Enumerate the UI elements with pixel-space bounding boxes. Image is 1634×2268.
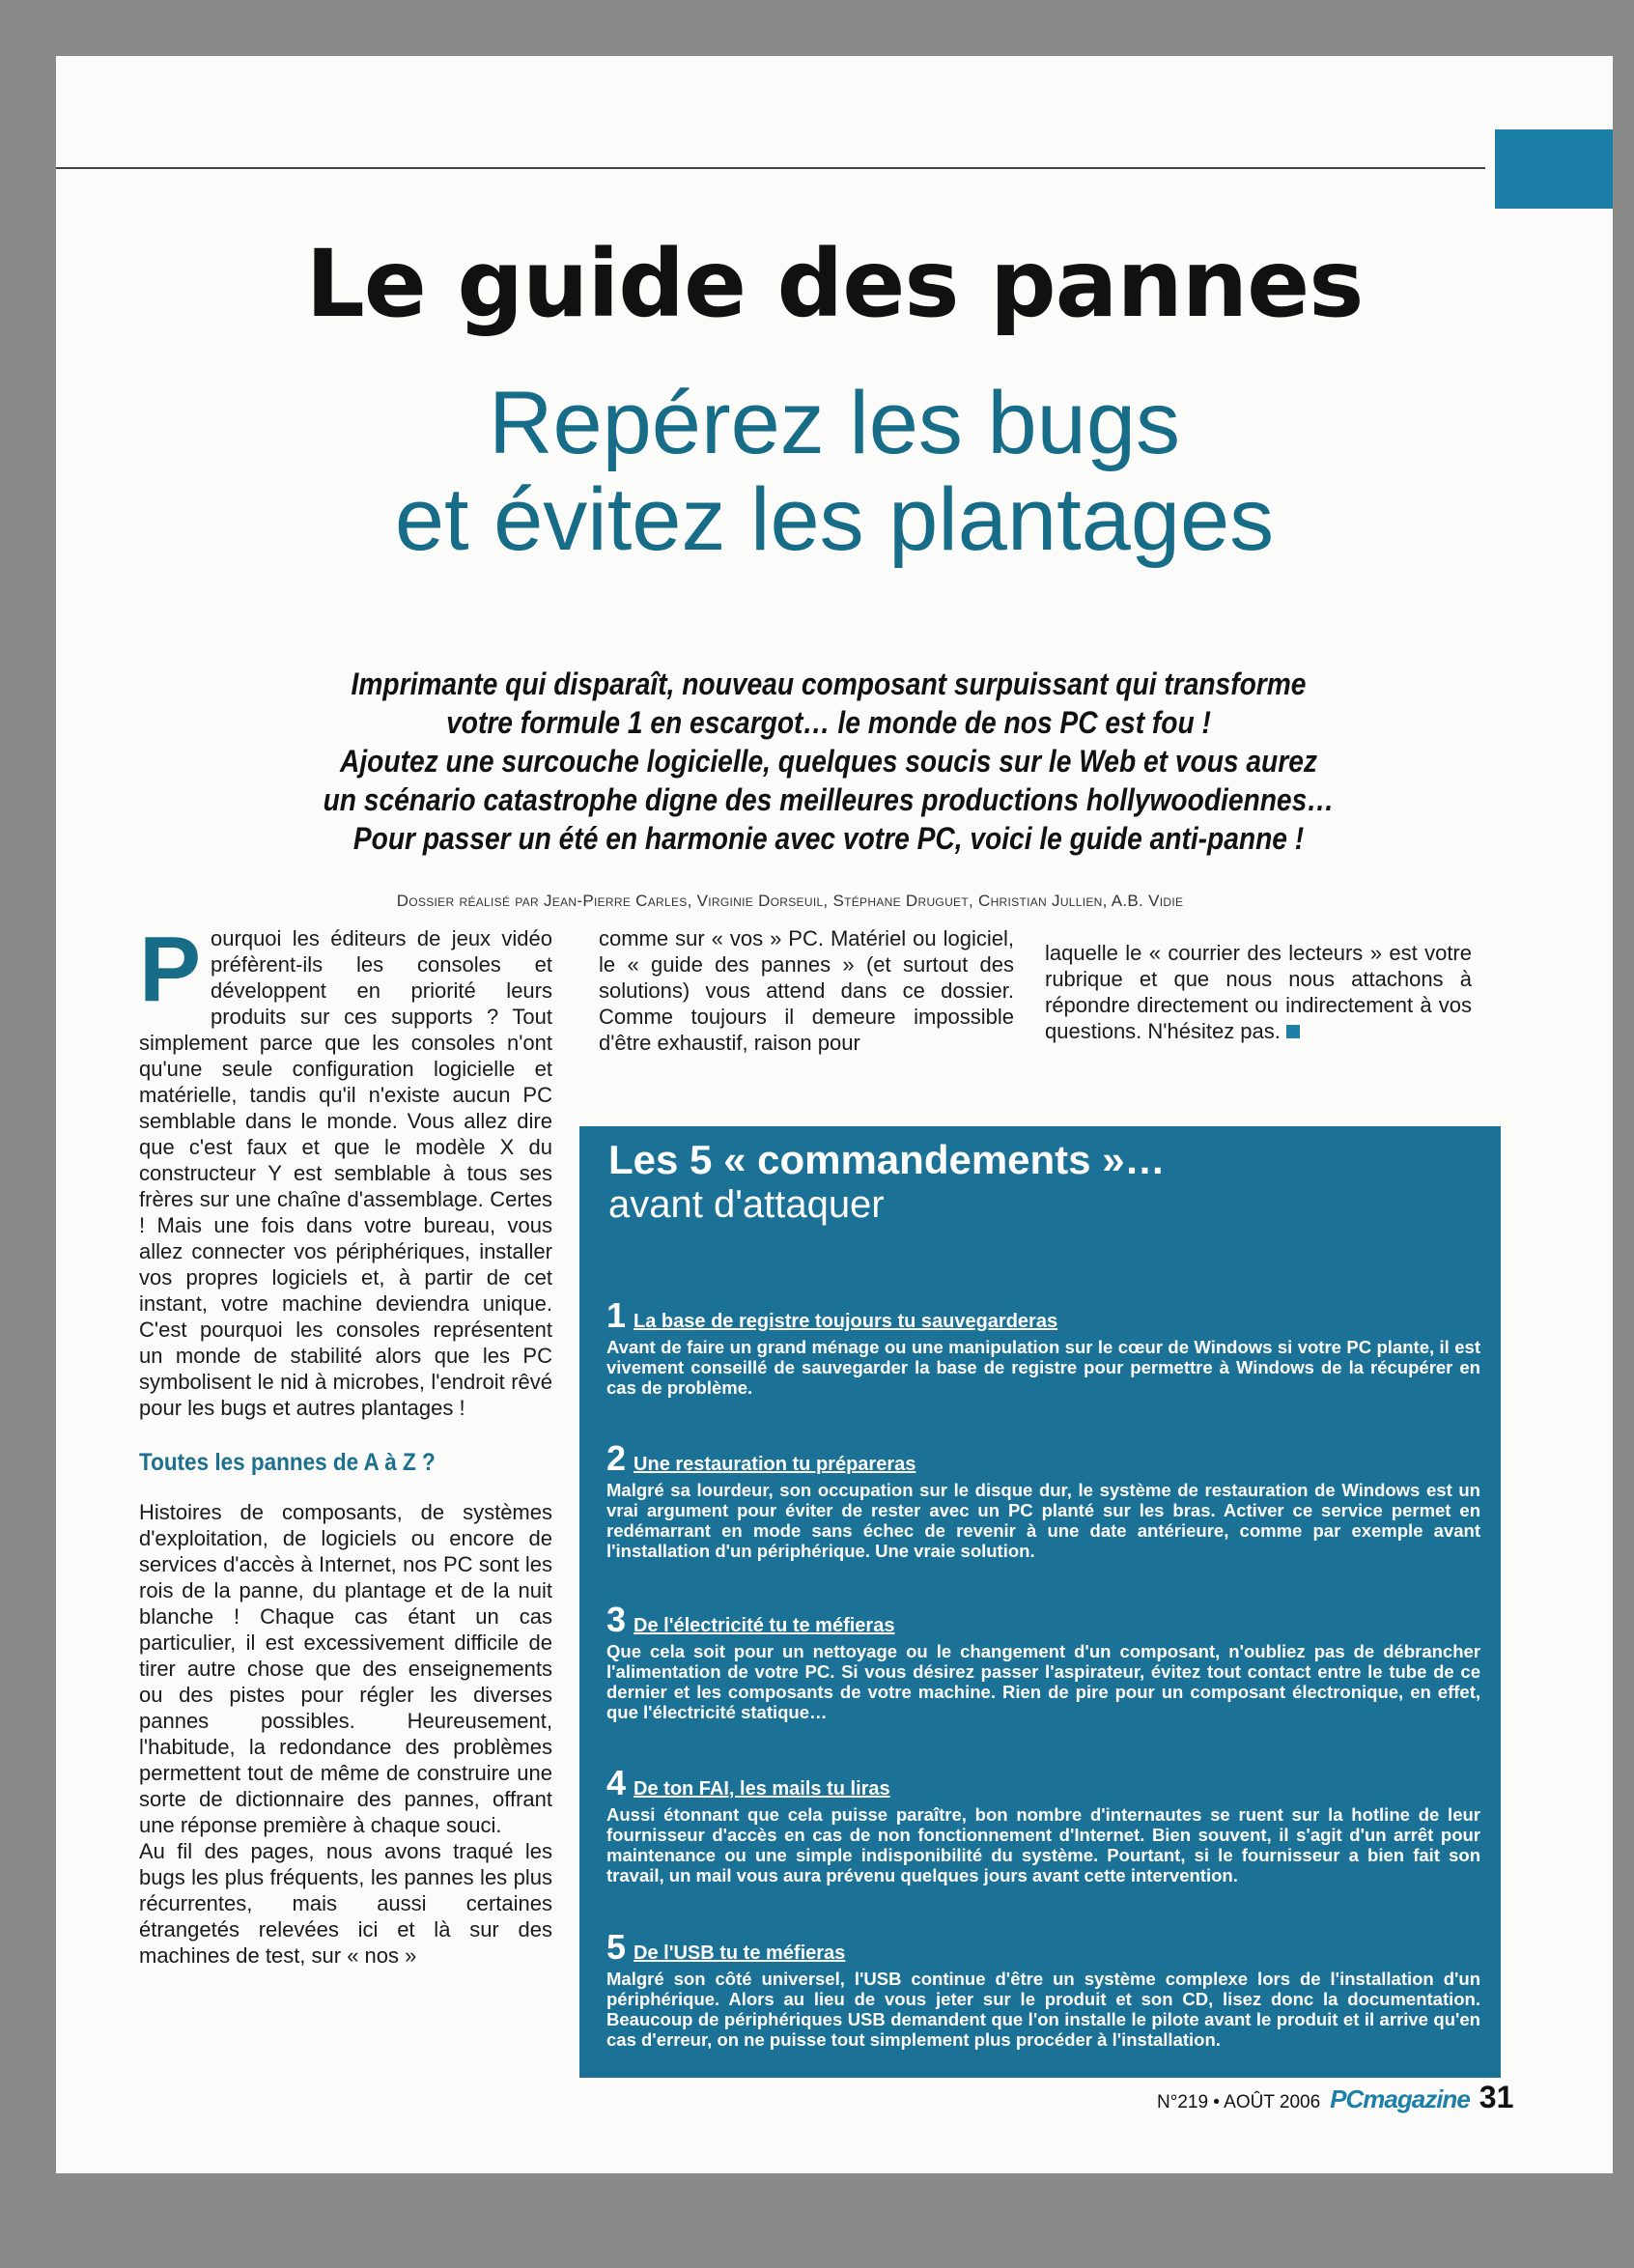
commandment-number: 4 [606,1763,627,1802]
commandment-text: Malgré sa lourdeur, son occupation sur le disque dur, le système de restauration de Windows est un vrai argument pour éviter de rester avec un PC planté sur les bras. Activer ce service permet en redémarrant en mode sans échec de revenir à une date antérieure, comme par exemple avant l'installation d'un périphérique. Une vraie solution. [606,1480,1480,1561]
box-title: Les 5 « commandements »… [608,1137,1166,1182]
commandment-text: Aussi étonnant que cela puisse paraître, bon nombre d'internautes se ruent sur la hotline de leur fournisseur d'accès en cas de non fonctionnement d'Internet. Bien souvent, il s'agit d'un arrêt pour maintenance ou une simple indisponibilité du système. Pourtant, si le fournisseur a bien fait son travail, un mail vous aura prévenu quelques jours avant cette intervention. [606,1804,1480,1885]
article-column-3 [1045,940,1472,1044]
magazine-logo: PCmagazine [1330,2084,1470,2113]
box-subtitle: avant d'attaquer [608,1183,885,1226]
commandment-text: Malgré son côté universel, l'USB continue d'être un système complexe lors de l'installation d'un périphérique. Alors au lieu de vous jeter sur le produit et son CD, lisez donc la documentation. Beaucoup de périphériques USB demandent que l'on installe le pilote avant le produit et il arrive qu'en cas d'erreur, on ne puisse tout simplement plus procéder à l'installation. [606,1969,1480,2050]
commandment-item [606,1602,1480,1722]
body-paragraph [1045,940,1472,1044]
issue-info: N°219 • AOÛT 2006 [1157,2092,1321,2112]
intro-paragraph [139,918,552,1421]
commandment-number: 5 [606,1927,627,1967]
commandment-title: La base de registre toujours tu sauvegarderas [634,1311,1058,1332]
corner-color-bar [1495,129,1613,209]
commandment-title: De ton FAI, les mails tu liras [634,1778,890,1800]
magazine-page [56,56,1613,2173]
commandment-item [606,1763,1480,1885]
lead-line: Pour passer un été en harmonie avec votre PC, voici le guide anti-panne ! [352,821,1305,856]
commandment-title: Une restauration tu prépareras [634,1454,916,1475]
author-credits: Dossier réalisé par Jean-Pierre Carles, Virginie Dorseuil, Stéphane Druguet, Christian Jullien, A.B. Vidie [396,892,1184,910]
subtitle-line-1: Repérez les bugs [489,374,1180,472]
commandment-item [606,1927,1480,2050]
commandment-item [606,1438,1480,1561]
closing-text: laquelle le « courrier des lecteurs » est votre rubrique et que nous nous attachons à répondre directement ou indirectement à vos questions. N'hésitez pas. [1045,941,1472,1043]
body-paragraph: Au fil des pages, nous avons traqué les bugs les plus fréquents, les pannes les plus récurrentes, mais aussi certaines étrangetés relevées ici et là sur des machines de test, sur « nos » [139,1839,552,1968]
commandments-box [579,1126,1501,2078]
subtitle-line-2: et évitez les plantages [394,470,1275,569]
article-column-1 [139,918,552,1969]
commandment-number: 2 [606,1438,627,1478]
commandment-number: 1 [606,1295,627,1335]
intro-text: ourquoi les éditeurs de jeux vidéo préfèrent-ils les consoles et développent en priorité leurs produits sur ces supports ? Tout simplement parce que les consoles n'ont qu'une seule configuration logicielle et matérielle, tandis qu'il n'existe aucun PC semblable dans le monde. Vous allez dire que c'est faux et que le modèle X du constructeur Y est semblable à tous ses frères sur une chaîne d'assemblage. Certes ! Mais une fois dans votre bureau, vous allez connecter vos périphériques, installer vos propres logiciels et, à partir de cet instant, votre machine deviendra unique. C'est pourquoi les consoles représentent un monde de stabilité alors que les PC symbolisent le nid à microbes, l'endroit rêvé pour les bugs et autres plantages ! [139,926,552,1420]
drop-cap: P [139,918,202,1021]
lead-line: un scénario catastrophe digne des meilleures productions hollywoodiennes… [323,782,1335,817]
page-title: Le guide des pannes [305,230,1364,338]
commandment-text: Avant de faire un grand ménage ou une manipulation sur le cœur de Windows si votre PC plante, il est vivement conseillé de sauvegarder la base de registre pour permettre à Windows de la récupérer en cas de problème. [606,1337,1480,1398]
lead-line: Ajoutez une surcouche logicielle, quelques soucis sur le Web et vous aurez [340,744,1317,779]
lead-line: Imprimante qui disparaît, nouveau composant surpuissant qui transforme [351,666,1307,701]
commandment-number: 3 [606,1600,627,1639]
body-paragraph: Histoires de composants, de systèmes d'exploitation, de logiciels ou encore de services d'accès à Internet, nos PC sont les rois de la panne, du plantage et de la nuit blanche ! Chaque cas étant un cas particulier, il est excessivement difficile de tirer autre chose que des enseignements ou des pistes pour régler les diverses pannes possibles. Heureusement, l'habitude, la redondance des problèmes permettent tout de même de construire une sorte de dictionnaire des pannes, offrant une réponse première à chaque souci. [139,1500,552,1837]
commandment-text: Que cela soit pour un nettoyage ou le changement d'un composant, n'oubliez pas de débrancher l'alimentation de votre PC. Si vous désirez passer l'aspirateur, évitez tout contact entre le tube de ce dernier et les composants de votre machine. Rien de pire pour un composant électronique, en effet, que l'électricité statique… [606,1641,1480,1722]
article-column-2 [599,925,1014,1056]
commandment-item [606,1295,1480,1398]
commandment-title: De l'électricité tu te méfieras [634,1615,895,1636]
page-number: 31 [1479,2080,1514,2114]
page-footer [1157,2080,1513,2115]
end-mark-icon [1286,1025,1300,1038]
lead-paragraph [251,665,1407,858]
lead-line: votre formule 1 en escargot… le monde de nos PC est fou ! [446,705,1211,740]
page-subtitle [56,375,1613,568]
commandment-title: De l'USB tu te méfieras [634,1942,846,1964]
body-paragraph: comme sur « vos » PC. Matériel ou logiciel, le « guide des pannes » (et surtout des solutions) vous attend dans ce dossier. Comme toujours il demeure impossible d'être exhaustif, raison pour [599,926,1014,1055]
section-heading: Toutes les pannes de A à Z ? [139,1449,436,1476]
top-rule [56,167,1485,169]
